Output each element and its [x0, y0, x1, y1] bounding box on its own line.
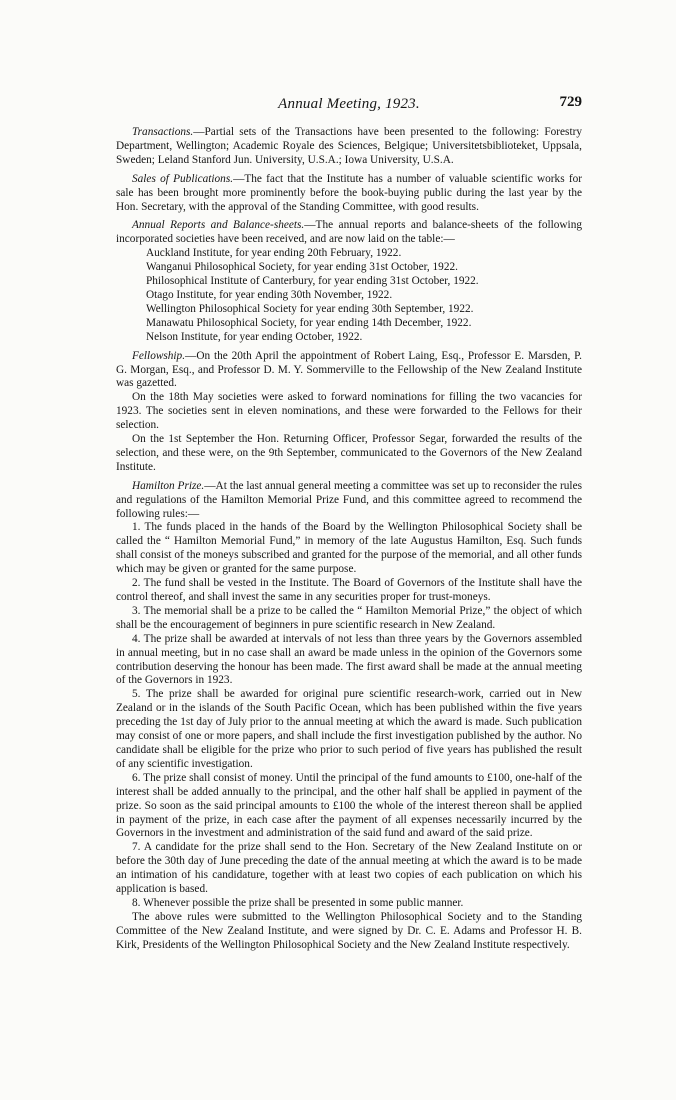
rule-item: 8. Whenever possible the prize shall be presented in some public manner.	[132, 896, 464, 909]
sales-heading: Sales of Publications.	[132, 172, 234, 185]
hamilton-text: —At the last annual general meeting a committee was set up to reconsider the rules and regulations of the Hamilton Memorial Prize Fund, and this committee agreed to recommend the following rules:—	[116, 479, 582, 520]
list-item: Auckland Institute, for year ending 20th February, 1922.	[146, 247, 402, 260]
societies-list	[146, 247, 582, 344]
list-item: Otago Institute, for year ending 30th November, 1922.	[146, 288, 393, 301]
rule-item: 2. The fund shall be vested in the Institute. The Board of Governors of the Institute shall have the control thereof, and shall invest the same in any securities proper for trust-moneys.	[116, 577, 582, 603]
sales-text: —The fact that the Institute has a number of valuable scientific works for sale has been brought more prominently before the book-buying public during the last year by the Hon. Secretary, with the approval of the Standing Committee, with good results.	[116, 172, 583, 213]
reports-paragraph	[116, 219, 582, 247]
transactions-paragraph	[116, 126, 582, 168]
rule-item: 5. The prize shall be awarded for original pure scientific research-work, carried out in New Zealand or in the islands of the South Pacific Ocean, which has been published within the five years preceding the 1st day of July prior to the annual meeting at which the award is made. Such publication may consist of one or more papers, and shall include the first investigation published by the author. No candidate shall be eligible for the prize who prior to such period of five years has published the result of any scientific investigation.	[116, 688, 582, 770]
rule-item: 3. The memorial shall be a prize to be called the “ Hamilton Memorial Prize,” the object of which shall be the encouragement of beginners in pure scientific research in New Zealand.	[116, 604, 582, 631]
list-item: Wellington Philosophical Society for year ending 30th September, 1922.	[146, 302, 474, 315]
reports-heading: Annual Reports and Balance-sheets.	[132, 219, 305, 232]
page-number: 729	[559, 94, 582, 110]
sales-paragraph	[116, 173, 582, 215]
list-item: Philosophical Institute of Canterbury, for year ending 31st October, 1922.	[146, 275, 479, 288]
rule-item: 7. A candidate for the prize shall send to the Hon. Secretary of the New Zealand Institute on or before the 30th day of June preceding the date of the annual meeting at which the award is to be made an intimation of his candidature, together with at least two copies of each publication on which his application is based.	[116, 841, 582, 896]
reports-text: —The annual reports and balance-sheets of the following incorporated societies have been received, and are now laid on the table:—	[116, 219, 582, 246]
hamilton-closing-paragraph: The above rules were submitted to the Wellington Philosophical Society and to the Standing Committee of the New Zealand Institute, and were signed by Dr. C. E. Adams and Professor H. B. Kirk, Presidents of the Wellington Philosophical Society and the New Zealand Institute respectively.	[116, 910, 582, 951]
fellowship-text: —On the 20th April the appointment of Robert Laing, Esq., Professor E. Marsden, P. G. Morgan, Esq., and Professor D. M. Y. Sommerville to the Fellowship of the New Zealand Institute was gazetted.	[116, 349, 582, 390]
rule-item: 1. The funds placed in the hands of the Board by the Wellington Philosophical Society shall be called the “ Hamilton Memorial Fund,” in memory of the late Augustus Hamilton, Esq. Such funds shall consist of the moneys subscribed and granted for the purpose of the memorial, and all other funds which may be given or granted for the same purpose.	[116, 521, 582, 576]
running-title: Annual Meeting, 1923.	[278, 96, 420, 112]
hamilton-paragraph	[116, 480, 582, 522]
page-header	[116, 96, 582, 118]
fellowship-paragraph-2: On the 18th May societies were asked to forward nominations for filling the two vacancies for 1923. The societies sent in eleven nominations, and these were forwarded to the Fellows for their selection.	[116, 391, 582, 432]
list-item: Wanganui Philosophical Society, for year ending 31st October, 1922.	[146, 261, 458, 274]
rule-item: 4. The prize shall be awarded at intervals of not less than three years by the Governors assembled in annual meeting, but in no case shall an award be made unless in the opinion of the Governors some contribution deserving the honour has been made. The first award shall be made at the annual meeting of the Governors in 1923.	[116, 632, 582, 687]
hamilton-heading: Hamilton Prize.	[132, 479, 205, 492]
transactions-heading: Transactions.	[132, 126, 194, 138]
document-body	[116, 126, 582, 953]
list-item: Manawatu Philosophical Society, for year ending 14th December, 1922.	[146, 316, 472, 329]
rule-item: 6. The prize shall consist of money. Until the principal of the fund amounts to £100, one-half of the interest shall be added annually to the principal, and the other half shall be applied in payment of the prize. So soon as the said principal amounts to £100 the whole of the interest thereon shall be applied in payment of the prize, in each case after the payment of all expenses necessarily incurred by the Governors in the investment and administration of the said fund and award of the said prize.	[116, 771, 582, 840]
fellowship-heading: Fellowship.	[132, 349, 186, 362]
list-item: Nelson Institute, for year ending October, 1922.	[146, 330, 363, 343]
fellowship-paragraph	[116, 350, 582, 392]
fellowship-paragraph-3: On the 1st September the Hon. Returning Officer, Professor Segar, forwarded the results of the selection, and these were, on the 9th September, communicated to the Governors of the New Zealand Institute.	[116, 433, 582, 473]
transactions-text: —Partial sets of the Transactions have been presented to the following: Forestry Department, Wellington; Academic Royale des Sciences, Belgique; Universitetsbiblioteket, Uppsala, Sweden; Leland Stanford Jun. University, U.S.A.; Iowa University, U.S.A.	[116, 126, 582, 166]
